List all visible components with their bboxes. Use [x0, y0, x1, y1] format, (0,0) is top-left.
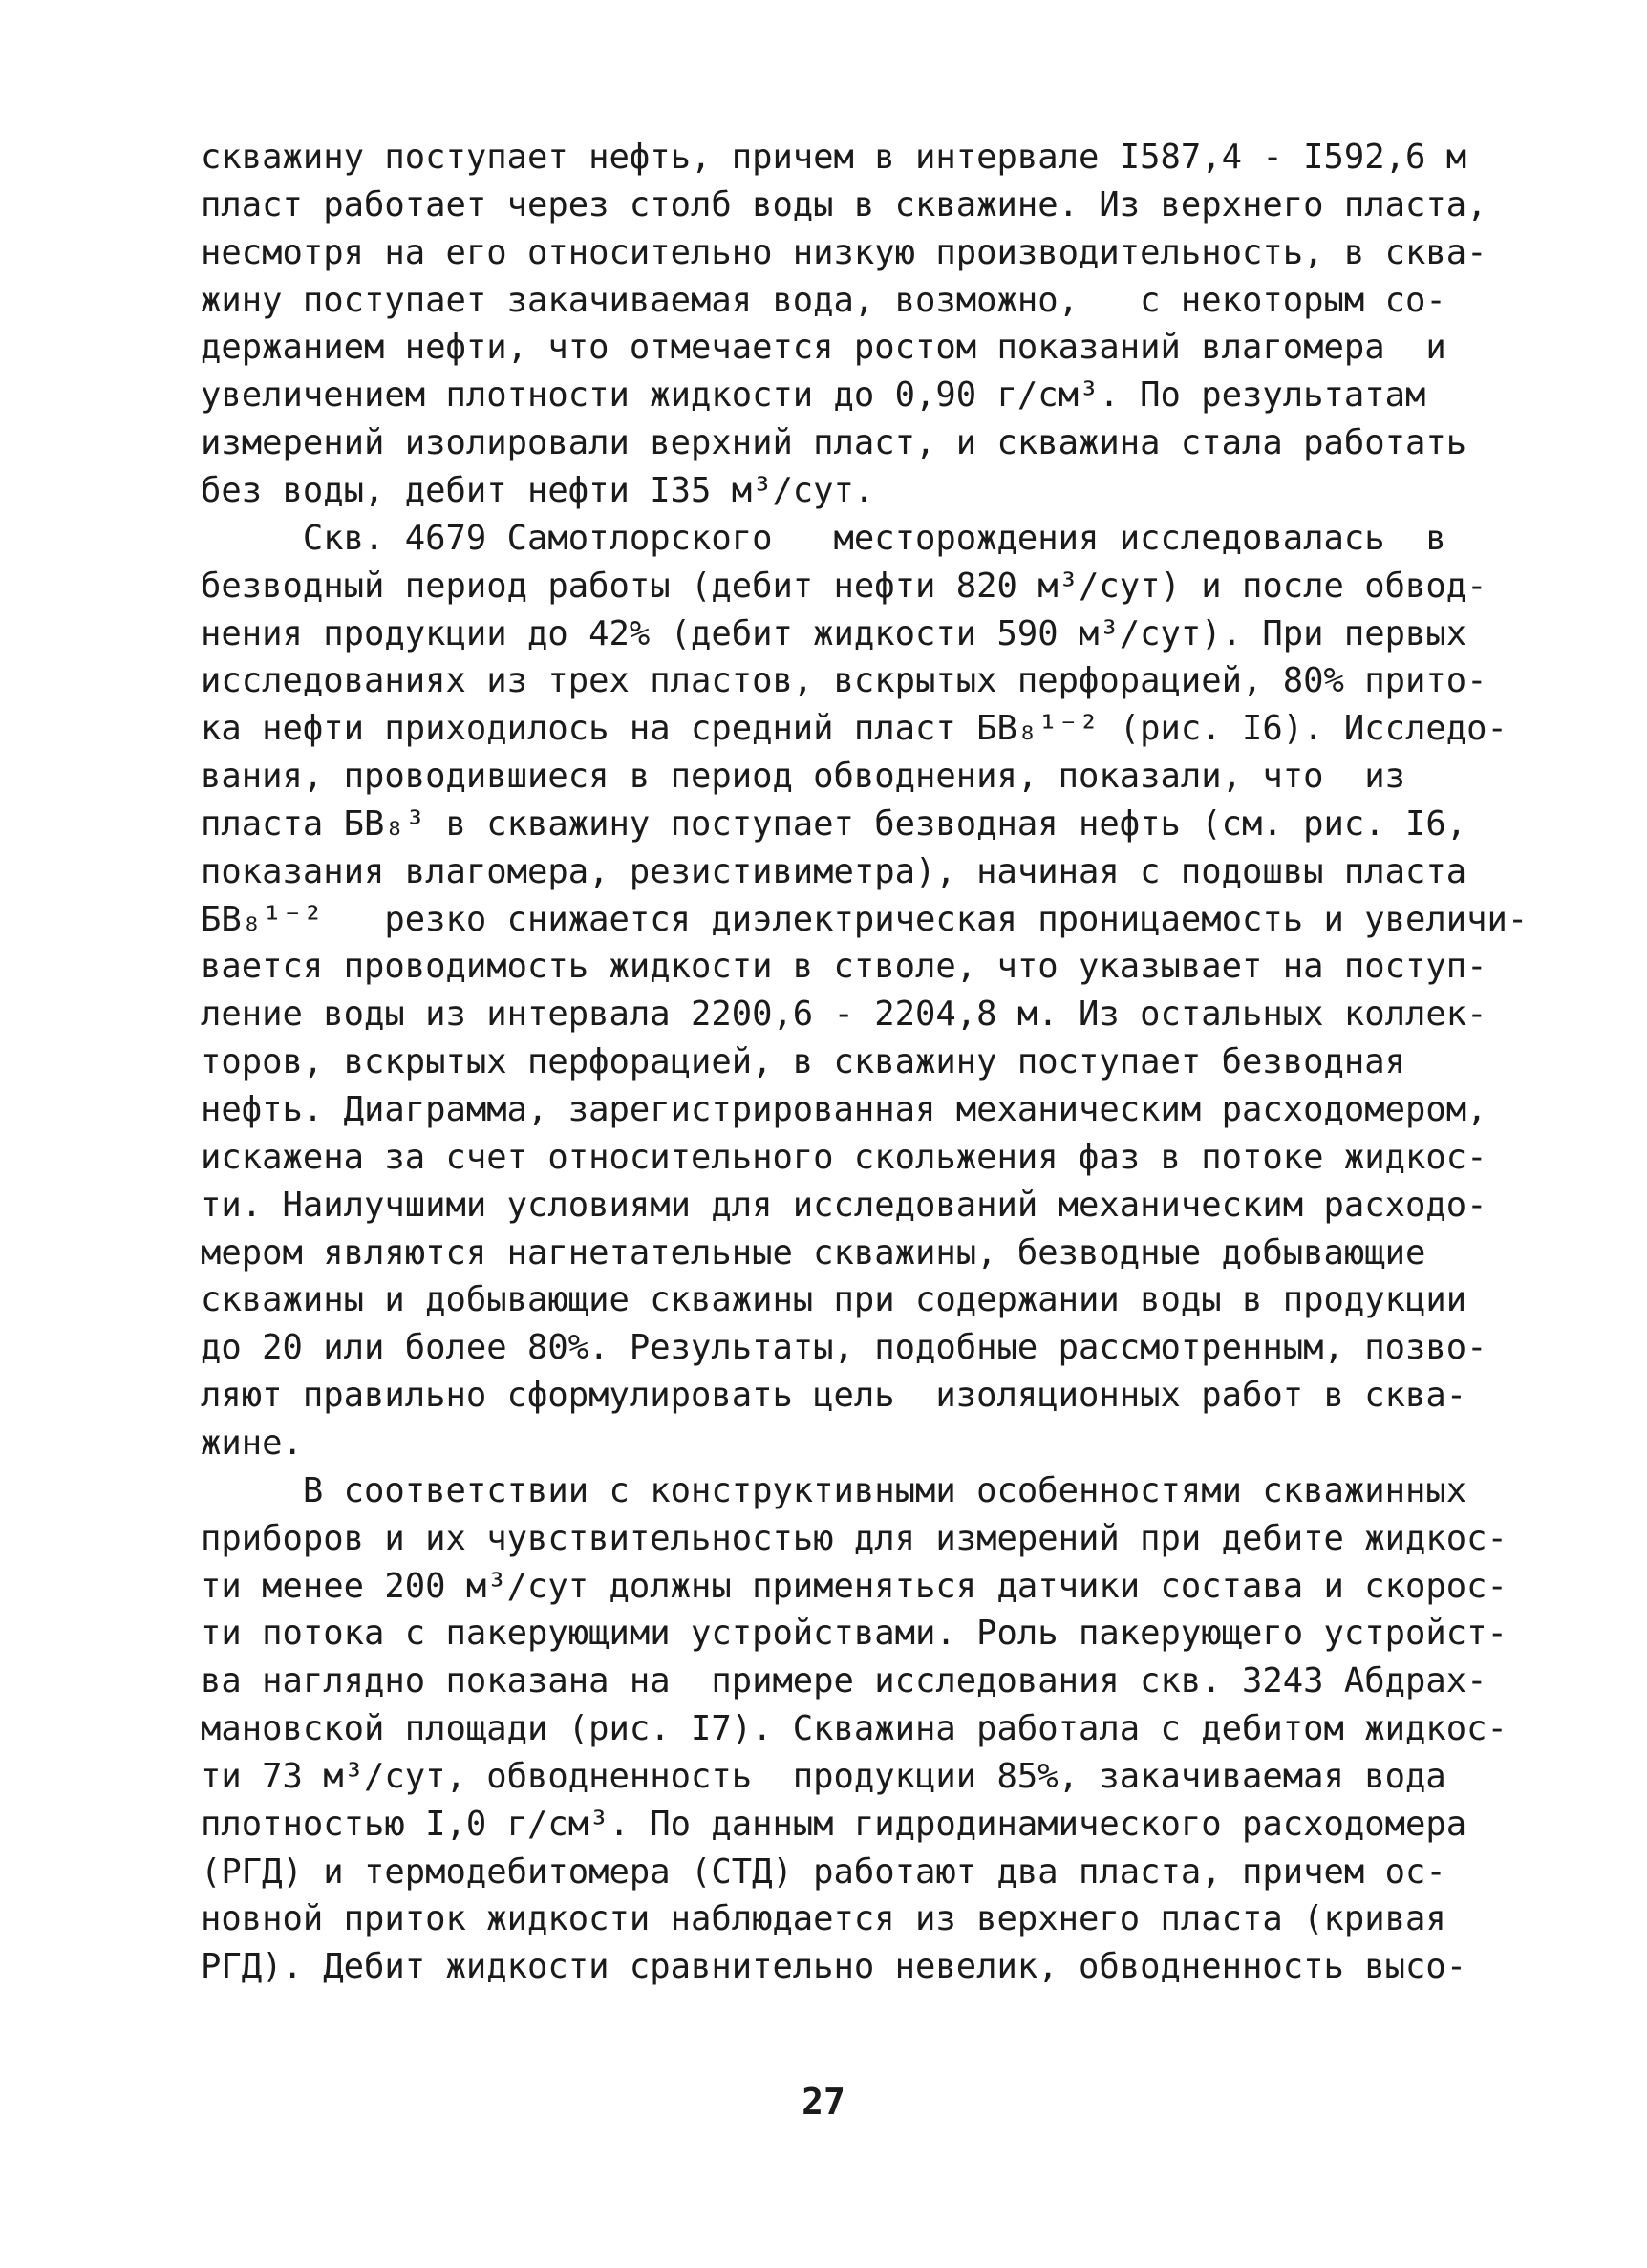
text-line: несмотря на его относительно низкую производительность, в сква-: [201, 232, 1487, 272]
text-line: приборов и их чувствительностью для измерений при дебите жидкос-: [201, 1518, 1508, 1558]
text-line: вания, проводившиеся в период обводнения, показали, что из: [201, 757, 1405, 797]
text-line: нефть. Диаграмма, зарегистрированная механическим расходомером,: [201, 1090, 1487, 1129]
text-line: ти потока с пакерующими устройствами. Роль пакерующего устройст-: [201, 1614, 1508, 1654]
text-line: мером являются нагнетательные скважины, безводные добывающие: [201, 1232, 1426, 1273]
text-line: исследованиях из трех пластов, вскрытых перфорацией, 80% прито-: [201, 661, 1487, 701]
text-line: измерений изолировали верхний пласт, и скважина стала работать: [201, 423, 1467, 463]
text-line: скважину поступает нефть, причем в интервале I587,4 - I592,6 м: [201, 138, 1467, 177]
text-line: увеличением плотности жидкости до 0,90 г/см³. По результатам: [201, 375, 1426, 416]
text-line: жине.: [201, 1423, 303, 1463]
text-line: нения продукции до 42% (дебит жидкости 590 м³/сут). При первых: [201, 613, 1467, 653]
text-line: держанием нефти, что отмечается ростом показаний влагомера и: [201, 328, 1446, 368]
text-line: скважины и добывающие скважины при содержании воды в продукции: [201, 1280, 1467, 1320]
text-line: жину поступает закачиваемая вода, возможно, с некоторым со-: [201, 280, 1446, 320]
text-line: пласта БВ₈³ в скважину поступает безводная нефть (см. рис. I6,: [201, 803, 1467, 844]
text-line: Скв. 4679 Самотлорского месторождения исследовалась в: [201, 518, 1446, 558]
text-line: ва наглядно показана на примере исследования скв. 3243 Абдрах-: [201, 1661, 1487, 1701]
text-line: без воды, дебит нефти I35 м³/сут.: [201, 470, 875, 510]
text-line: В соответствии с конструктивными особенностями скважинных: [201, 1470, 1467, 1510]
text-line: до 20 или более 80%. Результаты, подобные рассмотренным, позво-: [201, 1328, 1487, 1368]
text-line: ти менее 200 м³/сут должны применяться датчики состава и скорос-: [201, 1566, 1508, 1606]
text-line: плотностью I,0 г/см³. По данным гидродинамического расходомера: [201, 1804, 1467, 1844]
text-line: ти. Наилучшими условиями для исследований механическим расходо-: [201, 1185, 1487, 1225]
text-line: (РГД) и термодебитомера (СТД) работают два пласта, причем ос-: [201, 1851, 1446, 1892]
text-line: новной приток жидкости наблюдается из верхнего пласта (кривая: [201, 1899, 1446, 1939]
text-line: ляют правильно сформулировать цель изоляционных работ в сква-: [201, 1376, 1467, 1416]
text-line: торов, вскрытых перфорацией, в скважину поступает безводная: [201, 1042, 1405, 1082]
text-line: БВ₈¹⁻² резко снижается диэлектрическая проницаемость и увеличи-: [201, 899, 1529, 939]
text-line: вается проводимость жидкости в стволе, что указывает на поступ-: [201, 947, 1487, 987]
text-line: показания влагомера, резистивиметра), начиная с подошвы пласта: [201, 851, 1467, 891]
text-line: безводный период работы (дебит нефти 820 м³/сут) и после обвод-: [201, 566, 1487, 606]
text-line: пласт работает через столб воды в скважине. Из верхнего пласта,: [201, 184, 1487, 225]
text-line: мановской площади (рис. I7). Скважина работала с дебитом жидкос-: [201, 1709, 1508, 1749]
text-line: РГД). Дебит жидкости сравнительно невелик, обводненность высо-: [201, 1947, 1467, 1987]
text-line: ка нефти приходилось на средний пласт БВ₈¹⁻² (рис. I6). Исследо-: [201, 709, 1508, 749]
text-line: искажена за счет относительного скольжения фаз в потоке жидкос-: [201, 1137, 1487, 1177]
text-line: ти 73 м³/сут, обводненность продукции 85%, закачиваемая вода: [201, 1756, 1446, 1796]
page-number: 27: [802, 2081, 845, 2123]
text-line: ление воды из интервала 2200,6 - 2204,8 м. Из остальных коллек-: [201, 995, 1487, 1035]
